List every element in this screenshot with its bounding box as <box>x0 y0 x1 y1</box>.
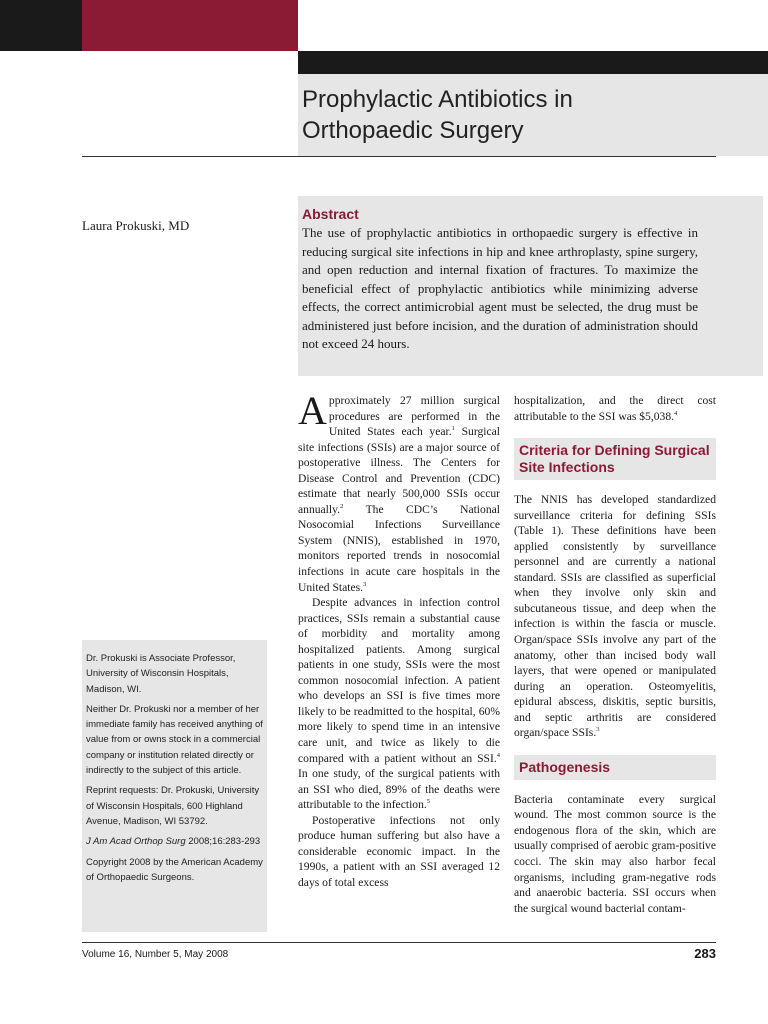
paragraph-criteria <box>514 492 716 741</box>
paragraph-text: pproximately 27 million surgical procedures are performed in the United States each year. <box>328 394 500 439</box>
citation-marker: 3 <box>596 726 600 734</box>
header-black-bar-left <box>0 0 82 51</box>
paragraph-text: In one study, of the surgical patients with an SSI who died, 89% of the deaths were attributable to the infection. <box>298 767 500 812</box>
section-heading-pathogenesis: Pathogenesis <box>514 755 716 780</box>
conflict-disclosure: Neither Dr. Prokuski nor a member of her immediate family has received anything of value from or owns stock in a commercial company or institution related directly or indirectly to the subject of this article. <box>86 703 263 777</box>
paragraph-cost <box>514 393 716 424</box>
paragraph-text: Postoperative infections not only produce human suffering but also have a considerable economic impact. In the 1990s, a patient with an SSI averaged 12 days of total excess <box>298 813 500 889</box>
author-info-text <box>86 651 264 890</box>
citation-marker: 5 <box>426 798 431 806</box>
drop-cap: A <box>298 388 327 433</box>
paragraph-intro <box>298 388 501 595</box>
article-title-line-1: Prophylactic Antibiotics in <box>302 86 573 113</box>
citation-marker: 2 <box>340 502 344 510</box>
paragraph-text: The CDC’s National Nosocomial Infections Surveillance System (NNIS), established in 1970, monitors reported trends in nosocomial infections in acute care hospitals in the United States. <box>298 502 500 594</box>
copyright-notice: Copyright 2008 by the American Academy of Orthopaedic Surgeons. <box>86 856 263 883</box>
title-divider <box>82 156 716 157</box>
citation-marker: 1 <box>451 425 455 433</box>
paragraph-text: Surgical site infections (SSIs) are a major source of postoperative illness. The Centers for Disease Control and Prevention (CDC) estimate that nearly 500,000 SSIs occur annually. <box>298 425 501 516</box>
header-black-bar-right <box>298 51 768 74</box>
paragraph-text: hospitalization, and the direct cost attributable to the SSI was $5,038. <box>514 394 716 423</box>
abstract-heading: Abstract <box>302 206 359 222</box>
author-affiliation: Dr. Prokuski is Associate Professor, University of Wisconsin Hospitals, Madison, WI. <box>86 653 236 695</box>
section-heading-criteria: Criteria for Defining Surgical Site Infections <box>514 438 716 480</box>
paragraph-economic <box>298 813 500 891</box>
article-title-line-2: Orthopaedic Surgery <box>302 117 524 144</box>
paragraph-morbidity <box>298 595 500 813</box>
journal-citation <box>86 834 264 849</box>
citation-marker: 4 <box>496 751 500 759</box>
abstract-text: The use of prophylactic antibiotics in orthopaedic surgery is effective in reducing surgical site infections in hip and knee arthroplasty, spine surgery, and open reduction and internal fixation of fractures. To maximize the beneficial effect of prophylactic antibiotics while minimizing adverse effects, the correct antimicrobial agent must be selected, the drug must be administered just before incision, and the duration of administration should not exceed 24 hours. <box>302 225 698 351</box>
article-title <box>302 84 762 146</box>
body-column-1 <box>298 388 501 891</box>
paragraph-text: Bacteria contaminate every surgical wound. The most common source is the endogenous flora of the skin, which are usually comprised of aerobic gram-positive cocci. The skin may also harbor fecal organisms, including gram-negative rods and anaerobic bacteria. SSI occurs when the surgical wound bacterial contam- <box>514 792 716 915</box>
author-name: Laura Prokuski, MD <box>82 218 190 233</box>
header-red-bar <box>82 0 298 51</box>
journal-reference: 2008;16:283-293 <box>185 836 261 848</box>
paragraph-text: Despite advances in infection control practices, SSIs remain a substantial cause of morbidity and mortality among hospitalized patients. Among surgical patients in one study, SSIs were the most common nosocomial infection. A patient who develops an SSI is five times more likely to be readmitted to the hospital, 60% more likely to spend time in an intensive care unit, and twice as likely to die compared with a patient without an SSI. <box>298 596 500 765</box>
reprint-requests: Reprint requests: Dr. Prokuski, University of Wisconsin Hospitals, 600 Highland Avenue, Madison, WI 53792. <box>86 785 260 827</box>
body-column-2 <box>514 393 716 916</box>
paragraph-text: The NNIS has developed standardized surveillance criteria for defining SSIs (Table 1). These definitions have been applied consistently by surveillance personnel and are currently a national standard. SSIs are classified as superficial when they involve only skin and subcutaneous tissue, and deep when the infection is within the fascia or muscle. Organ/space SSIs involve any part of the anatomy, other than incised body wall layers, that were opened or manipulated during an operation. Osteomyelitis, epidural abscess, diskitis, septic bursitis, and septic arthritis are considered organ/space SSIs. <box>514 493 716 740</box>
citation-marker: 3 <box>363 580 367 588</box>
page-number: 283 <box>694 946 716 961</box>
footer-divider <box>82 942 716 943</box>
footer-volume: Volume 16, Number 5, May 2008 <box>82 949 229 960</box>
citation-marker: 4 <box>674 409 678 417</box>
paragraph-pathogenesis <box>514 792 716 916</box>
journal-name: J Am Acad Orthop Surg <box>86 836 186 848</box>
